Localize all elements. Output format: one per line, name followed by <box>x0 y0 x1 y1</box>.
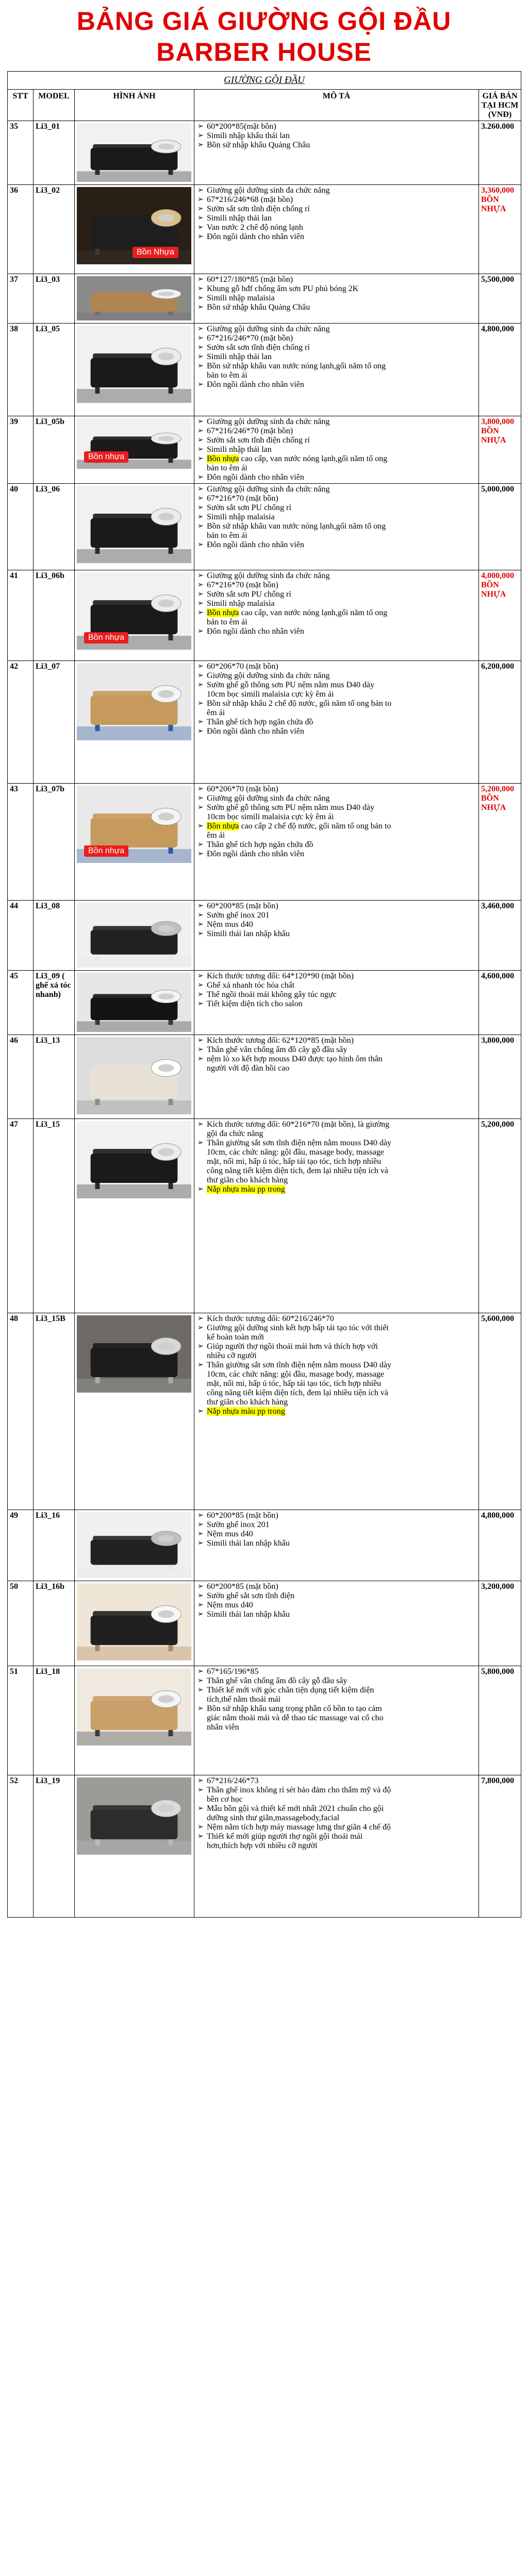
row-price <box>479 784 521 901</box>
row-stt: 42 <box>8 661 34 784</box>
row-description <box>194 1581 479 1666</box>
row-model: Li3_05b <box>34 416 75 484</box>
description-item: ➢ Bồn sứ nhập khẩu Quảng Châu <box>207 141 392 150</box>
bon-nhua-tag: Bồn nhựa <box>84 632 128 643</box>
description-item: ➢ 60*200*85 (mặt bồn) <box>207 1511 392 1520</box>
row-image <box>75 901 194 971</box>
description-item: ➢ Khung gỗ hđf chống ẩm sơn PU phủ bóng 2K <box>207 284 392 294</box>
product-photo <box>77 418 192 469</box>
row-stt: 52 <box>8 1775 34 1918</box>
price-value: 3,460,000 <box>481 902 514 910</box>
row-description <box>194 1119 479 1313</box>
table-row <box>8 324 521 416</box>
page-title: BẢNG GIÁ GIƯỜNG GỘI ĐẦU <box>76 7 452 36</box>
row-model: Li3_16b <box>34 1581 75 1666</box>
description-item: ➢ Giường gội dưỡng sinh kết hợp bấp tái tạo tóc với thiết kế hoàn toàn mới <box>207 1324 392 1342</box>
row-price <box>479 901 521 971</box>
description-item: ➢ Simili thái lan nhập khẩu <box>207 1610 392 1619</box>
description-item: ➢ 60*200*85 (mặt bồn) <box>207 1582 392 1591</box>
description-item: ➢ 67*216/246*70 (mặt bồn) <box>207 334 392 343</box>
price-value: 6,200,000 <box>481 662 514 671</box>
description-item: ➢ 67*216/246*70 (mặt bồn) <box>207 427 392 436</box>
col-desc: MÔ TẢ <box>194 90 479 121</box>
row-price <box>479 661 521 784</box>
description-item: ➢ Kích thước tương đối: 64*120*90 (mặt bồn) <box>207 972 392 981</box>
row-model: Li3_02 <box>34 185 75 274</box>
description-item: ➢ Simili nhập thái lan <box>207 352 392 362</box>
row-image <box>75 185 194 274</box>
price-value: 5,200,000 <box>481 785 514 793</box>
description-item: ➢ Thân giường sắt sơn tĩnh điện nệm nằm mouss D40 dày 10cm, các chức năng: gội đầu, masage body, massage mặt, nối mi, hấp ủ tóc, hấp tái tạo tóc, tích hợp nhiều công năng tiết kiệm diện tích, đem lại nhiều tiện ích và thư giãn cho khách hàng <box>207 1361 392 1407</box>
price-value: 3,800,000 <box>481 1036 514 1045</box>
row-description <box>194 570 479 661</box>
row-stt: 45 <box>8 971 34 1035</box>
row-image <box>75 661 194 784</box>
col-price: GIÁ BÁN TẠI HCM (VNĐ) <box>479 90 521 121</box>
table-row <box>8 1581 521 1666</box>
description-item: ➢ Simili nhập malaisia <box>207 599 392 608</box>
description-item: ➢ Simili nhập malaisia <box>207 513 392 522</box>
row-description <box>194 274 479 324</box>
row-model: Li3_03 <box>34 274 75 324</box>
table-row <box>8 1313 521 1510</box>
description-item: ➢ Mẫu bồn gội và thiết kế mới nhất 2021 chuẩn cho gội dưỡng sinh thư giãn,massagebody,facial <box>207 1804 392 1823</box>
row-stt: 44 <box>8 901 34 971</box>
row-price <box>479 484 521 570</box>
row-description <box>194 1666 479 1775</box>
col-model: MODEL <box>34 90 75 121</box>
description-item: ➢ Kích thước tương đối: 62*120*85 (mặt bồn) <box>207 1036 392 1045</box>
description-item: ➢ Simili nhập malaisia <box>207 294 392 303</box>
row-price <box>479 1510 521 1581</box>
row-image <box>75 1313 194 1510</box>
product-photo <box>77 486 192 563</box>
description-item: ➢ Sườn ghế gỗ thông sơn PU nệm nằm mus D40 dày 10cm bọc simili malaisia cực kỳ êm ái <box>207 681 392 699</box>
price-value: 4,800,000 <box>481 325 514 333</box>
row-description <box>194 784 479 901</box>
description-item: ➢ 60*127/180*85 (mặt bồn) <box>207 275 392 284</box>
description-item: ➢ Tiết kiệm diện tích cho salon <box>207 999 392 1009</box>
description-item: ➢ Giường gội dưỡng sinh đa chức năng <box>207 186 392 195</box>
row-image <box>75 1035 194 1119</box>
description-item: ➢ Giường gội dưỡng sinh đa chức năng <box>207 325 392 334</box>
description-item: ➢ Đôn ngồi dành cho nhân viên <box>207 232 392 242</box>
row-description <box>194 484 479 570</box>
table-row <box>8 1666 521 1775</box>
description-item: ➢ Simili thái lan nhập khẩu <box>207 929 392 939</box>
price-note: BỒN NHỰA <box>481 195 506 213</box>
row-description <box>194 901 479 971</box>
row-model: Li3_05 <box>34 324 75 416</box>
product-photo <box>77 276 192 320</box>
table-row <box>8 1035 521 1119</box>
row-image <box>75 1119 194 1313</box>
row-description <box>194 1775 479 1918</box>
description-item: ➢ Thế ngồi thoải mái không gây túc ngực <box>207 990 392 999</box>
description-item: ➢ Sườn sắt sơn PU chống rỉ <box>207 503 392 513</box>
table-row <box>8 185 521 274</box>
description-item: ➢ Simili thái lan nhập khẩu <box>207 1539 392 1548</box>
row-image <box>75 1666 194 1775</box>
description-item: ➢ 60*206*70 (mặt bồn) <box>207 785 392 794</box>
bon-nhua-tag: Bồn nhựa <box>84 845 128 857</box>
bon-nhua-tag: Bồn nhựa <box>84 451 128 463</box>
row-image <box>75 1581 194 1666</box>
row-stt: 48 <box>8 1313 34 1510</box>
description-item: ➢ Sườn sắt sơn tĩnh điện chống rỉ <box>207 343 392 352</box>
price-value: 4,600,000 <box>481 972 514 980</box>
price-value: 5,200,000 <box>481 1120 514 1129</box>
description-item: ➢ 67*216/246*73 <box>207 1776 392 1786</box>
description-item: ➢ Thiết kế mới giúp người thợ ngồi gội thoải mái hơn,thích hợp với nhiều cỡ người <box>207 1832 392 1851</box>
description-item: ➢ Nệm nằm tích hợp máy massage lưng thư giãn 4 chế độ <box>207 1823 392 1832</box>
description-item: ➢ Kích thước tương đối: 60*216/246*70 <box>207 1314 392 1324</box>
row-description <box>194 1035 479 1119</box>
row-stt: 41 <box>8 570 34 661</box>
price-value: 3,200,000 <box>481 1582 514 1591</box>
row-stt: 46 <box>8 1035 34 1119</box>
description-item: ➢ Bồn sứ nhập khẩu sang trọng phần cổ bồn to tạo cảm giác nằm thoải mái và dễ thao tác massage vai cổ cho nhân viên <box>207 1704 392 1732</box>
row-stt: 36 <box>8 185 34 274</box>
description-item: ➢ Bồn nhựa cao cấp, van nước nóng lạnh,gối năm tổ ong bản to êm ái <box>207 454 392 473</box>
description-item: ➢ Bồn nhựa cao cấp 2 chế độ nước, gối năm tổ ong bản to êm ái <box>207 822 392 840</box>
description-item: ➢ Nệm mus d40 <box>207 1601 392 1610</box>
description-item: ➢ Simili nhập khẩu thái lan <box>207 131 392 141</box>
row-model: Li3_19 <box>34 1775 75 1918</box>
row-stt: 40 <box>8 484 34 570</box>
row-stt: 37 <box>8 274 34 324</box>
price-value: 7,800,000 <box>481 1776 514 1785</box>
row-price <box>479 971 521 1035</box>
row-description <box>194 661 479 784</box>
row-model: Li3_07b <box>34 784 75 901</box>
product-photo <box>77 123 192 182</box>
description-item: ➢ Thân ghế vân chống ẩm đồ cây gỗ đầu sây <box>207 1676 392 1686</box>
row-model: Li3_07 <box>34 661 75 784</box>
description-item: ➢ Đôn ngồi dành cho nhân viên <box>207 727 392 736</box>
description-item: ➢ 67*216/246*68 (mặt bồn) <box>207 195 392 205</box>
table-row <box>8 274 521 324</box>
row-price <box>479 1581 521 1666</box>
description-item: ➢ Đôn ngồi dành cho nhân viên <box>207 627 392 636</box>
description-item: ➢ Bồn sứ nhập khẩu Quảng Châu <box>207 303 392 312</box>
row-stt: 49 <box>8 1510 34 1581</box>
description-item: ➢ Kích thước tương đối: 60*216*70 (mặt bồn), là giường gội đa chức năng <box>207 1120 392 1139</box>
row-description <box>194 185 479 274</box>
product-photo <box>77 973 192 1032</box>
description-item: ➢ Giường gội dưỡng sinh đa chức năng <box>207 571 392 581</box>
row-price <box>479 570 521 661</box>
description-item: ➢ 67*165/196*85 <box>207 1667 392 1676</box>
table-row <box>8 1510 521 1581</box>
row-description <box>194 1313 479 1510</box>
row-description <box>194 121 479 185</box>
product-photo <box>77 786 192 863</box>
row-stt: 50 <box>8 1581 34 1666</box>
description-item: ➢ Bồn nhựa cao cấp, van nước nóng lạnh,gối năm tổ ong bản to êm ái <box>207 608 392 627</box>
row-stt: 51 <box>8 1666 34 1775</box>
bon-nhua-tag: Bồn Nhựa <box>133 247 178 258</box>
row-price <box>479 1119 521 1313</box>
row-price <box>479 1035 521 1119</box>
row-image <box>75 1775 194 1918</box>
row-stt: 38 <box>8 324 34 416</box>
row-description <box>194 971 479 1035</box>
product-photo <box>77 1512 192 1578</box>
description-item: ➢ Bồn sứ nhập khẩu 2 chế độ nước, gối năm tổ ong bản to êm ái <box>207 699 392 718</box>
row-model: Li3_18 <box>34 1666 75 1775</box>
description-item: ➢ Thân ghế inox không rỉ sét bảo đảm cho thẩm mỹ và độ bền cơ học <box>207 1786 392 1804</box>
description-item: ➢ Đôn ngồi dành cho nhân viên <box>207 540 392 550</box>
table-row <box>8 1775 521 1918</box>
row-model: Li3_13 <box>34 1035 75 1119</box>
price-value: 3.260.000 <box>481 122 514 131</box>
row-price <box>479 185 521 274</box>
row-image <box>75 484 194 570</box>
description-item: ➢ Giúp người thợ ngồi thoải mái hơn và thích hợp với nhiều cỡ người <box>207 1342 392 1361</box>
description-item: ➢ Sườn ghế sắt sơn tĩnh điện <box>207 1591 392 1601</box>
table-row <box>8 416 521 484</box>
price-value: 5,800,000 <box>481 1667 514 1676</box>
row-model: Li3_06 <box>34 484 75 570</box>
col-stt: STT <box>8 90 34 121</box>
row-stt: 43 <box>8 784 34 901</box>
row-price <box>479 1666 521 1775</box>
row-image <box>75 324 194 416</box>
price-value: 3,800,000 <box>481 417 514 426</box>
row-stt: 47 <box>8 1119 34 1313</box>
table-row <box>8 484 521 570</box>
price-note: BỒN NHỰA <box>481 581 506 599</box>
description-item: ➢ Thân ghế tích hợp ngăn chứa đồ <box>207 840 392 850</box>
product-photo <box>77 187 192 264</box>
row-model: Li3_01 <box>34 121 75 185</box>
description-item: ➢ nệm lò xo kết hợp mouss D40 được tạo hình ôm thân người với độ đàn hồi cao <box>207 1055 392 1073</box>
description-item: ➢ Nệm mus d40 <box>207 1530 392 1539</box>
description-item: ➢ Ghế xả nhanh tóc hóa chất <box>207 981 392 990</box>
product-photo <box>77 1121 192 1198</box>
table-header <box>8 90 521 121</box>
description-item: ➢ Van nước 2 chế độ nóng lạnh <box>207 223 392 232</box>
row-description <box>194 324 479 416</box>
description-item: ➢ Giường gội dưỡng sinh đa chức năng <box>207 794 392 803</box>
price-note: BỒN NHỰA <box>481 427 506 445</box>
description-item: ➢ Thân giường sắt sơn tĩnh điện nệm nằm mouss D40 dày 10cm, các chức năng: gội đầu, masage body, massage mặt, nối mi, hấp ủ tóc, hấp tái tạo tóc, tích hợp nhiều công năng tiết kiệm diện tích, đem lại nhiều tiện ích và thư giãn cho khách hàng <box>207 1139 392 1185</box>
row-model: Li3_09 ( ghế xả tóc nhanh) <box>34 971 75 1035</box>
product-photo <box>77 572 192 650</box>
row-stt: 39 <box>8 416 34 484</box>
description-item: ➢ Sườn sắt sơn tĩnh điện chống rỉ <box>207 205 392 214</box>
row-image <box>75 1510 194 1581</box>
description-item: ➢ Đôn ngồi dành cho nhân viên <box>207 850 392 859</box>
description-item: ➢ Sườn ghế gỗ thông sơn PU nệm nằm mus D40 dày 10cm bọc simili malaisia cực kỳ êm ái <box>207 803 392 822</box>
product-photo <box>77 1315 192 1393</box>
category-title: GIƯỜNG GỘI ĐẦU <box>8 72 521 90</box>
product-photo <box>77 1668 192 1745</box>
col-image: HÌNH ẢNH <box>75 90 194 121</box>
row-image <box>75 416 194 484</box>
description-item: ➢ Đôn ngồi dành cho nhân viên <box>207 473 392 482</box>
description-item: ➢ Bồn sứ nhập khẩu van nước nóng lạnh,gối năm tổ ong bản to êm ái <box>207 522 392 540</box>
description-item: ➢ Simili nhập thái lan <box>207 445 392 454</box>
product-photo <box>77 1037 192 1114</box>
table-row <box>8 570 521 661</box>
row-stt: 35 <box>8 121 34 185</box>
row-model: Li3_15B <box>34 1313 75 1510</box>
description-item: ➢ 60*206*70 (mặt bồn) <box>207 662 392 671</box>
product-photo <box>77 326 192 403</box>
row-image <box>75 971 194 1035</box>
row-price <box>479 274 521 324</box>
price-table <box>7 71 521 1918</box>
row-image <box>75 784 194 901</box>
row-description <box>194 1510 479 1581</box>
description-item: ➢ 67*216*70 (mặt bồn) <box>207 494 392 503</box>
price-value: 5,000,000 <box>481 485 514 494</box>
product-photo <box>77 1583 192 1660</box>
description-item: ➢ Giường gội dưỡng sinh đa chức năng <box>207 417 392 427</box>
row-model: Li3_15 <box>34 1119 75 1313</box>
table-row <box>8 121 521 185</box>
description-item: ➢ Thân ghế tích hợp ngăn chứa đồ <box>207 718 392 727</box>
description-item: ➢ 60*200*85 (mặt bồn) <box>207 902 392 911</box>
description-item: ➢ Nệm mus d40 <box>207 920 392 929</box>
description-item: ➢ Nắp nhựa màu pp trong <box>207 1407 392 1416</box>
description-item: ➢ Simili nhập thái lan <box>207 214 392 223</box>
description-item: ➢ Thiết kế mới với góc chăn tiện dụng tiết kiệm diện tích,thế nằm thoải mái <box>207 1686 392 1704</box>
row-image <box>75 570 194 661</box>
price-value: 5,500,000 <box>481 275 514 284</box>
table-row <box>8 1119 521 1313</box>
row-price <box>479 1313 521 1510</box>
table-row <box>8 971 521 1035</box>
description-item: ➢ Nắp nhựa màu pp trong <box>207 1185 392 1194</box>
description-item: ➢ Đôn ngồi dành cho nhân viên <box>207 380 392 389</box>
row-description <box>194 416 479 484</box>
price-value: 4,000,000 <box>481 571 514 580</box>
row-price <box>479 416 521 484</box>
description-item: ➢ Giường gội dưỡng sinh đa chức năng <box>207 485 392 494</box>
row-model: Li3_08 <box>34 901 75 971</box>
product-photo <box>77 903 192 968</box>
price-value: 4,800,000 <box>481 1511 514 1520</box>
price-value: 3,360,000 <box>481 186 514 195</box>
price-note: BỒN NHỰA <box>481 794 506 812</box>
price-value: 5,600,000 <box>481 1314 514 1323</box>
row-image <box>75 274 194 324</box>
row-price <box>479 1775 521 1918</box>
description-item: ➢ Sườn ghế inox 201 <box>207 1520 392 1530</box>
row-price <box>479 121 521 185</box>
description-item: ➢ Sườn ghế inox 201 <box>207 911 392 920</box>
page-header <box>0 0 528 75</box>
table-row <box>8 661 521 784</box>
table-row <box>8 784 521 901</box>
product-photo <box>77 1777 192 1855</box>
description-item: ➢ 60*200*85(mặt bồn) <box>207 122 392 131</box>
page-subtitle: BARBER HOUSE <box>156 38 372 66</box>
row-image <box>75 121 194 185</box>
product-photo <box>77 663 192 740</box>
description-item: ➢ Sườn sắt sơn PU chống rỉ <box>207 590 392 599</box>
description-item: ➢ Sườn sắt sơn tĩnh điện chống rỉ <box>207 436 392 445</box>
description-item: ➢ Bồn sứ nhập khẩu van nước nóng lạnh,gối năm tổ ong bản to êm ái <box>207 362 392 380</box>
description-item: ➢ 67*216*70 (mặt bồn) <box>207 581 392 590</box>
row-price <box>479 324 521 416</box>
description-item: ➢ Thân ghế vân chống ẩm đồ cây gỗ đầu sây <box>207 1045 392 1055</box>
description-item: ➢ Giường gội dưỡng sinh đa chức năng <box>207 671 392 681</box>
table-row <box>8 901 521 971</box>
row-model: Li3_06b <box>34 570 75 661</box>
row-model: Li3_16 <box>34 1510 75 1581</box>
